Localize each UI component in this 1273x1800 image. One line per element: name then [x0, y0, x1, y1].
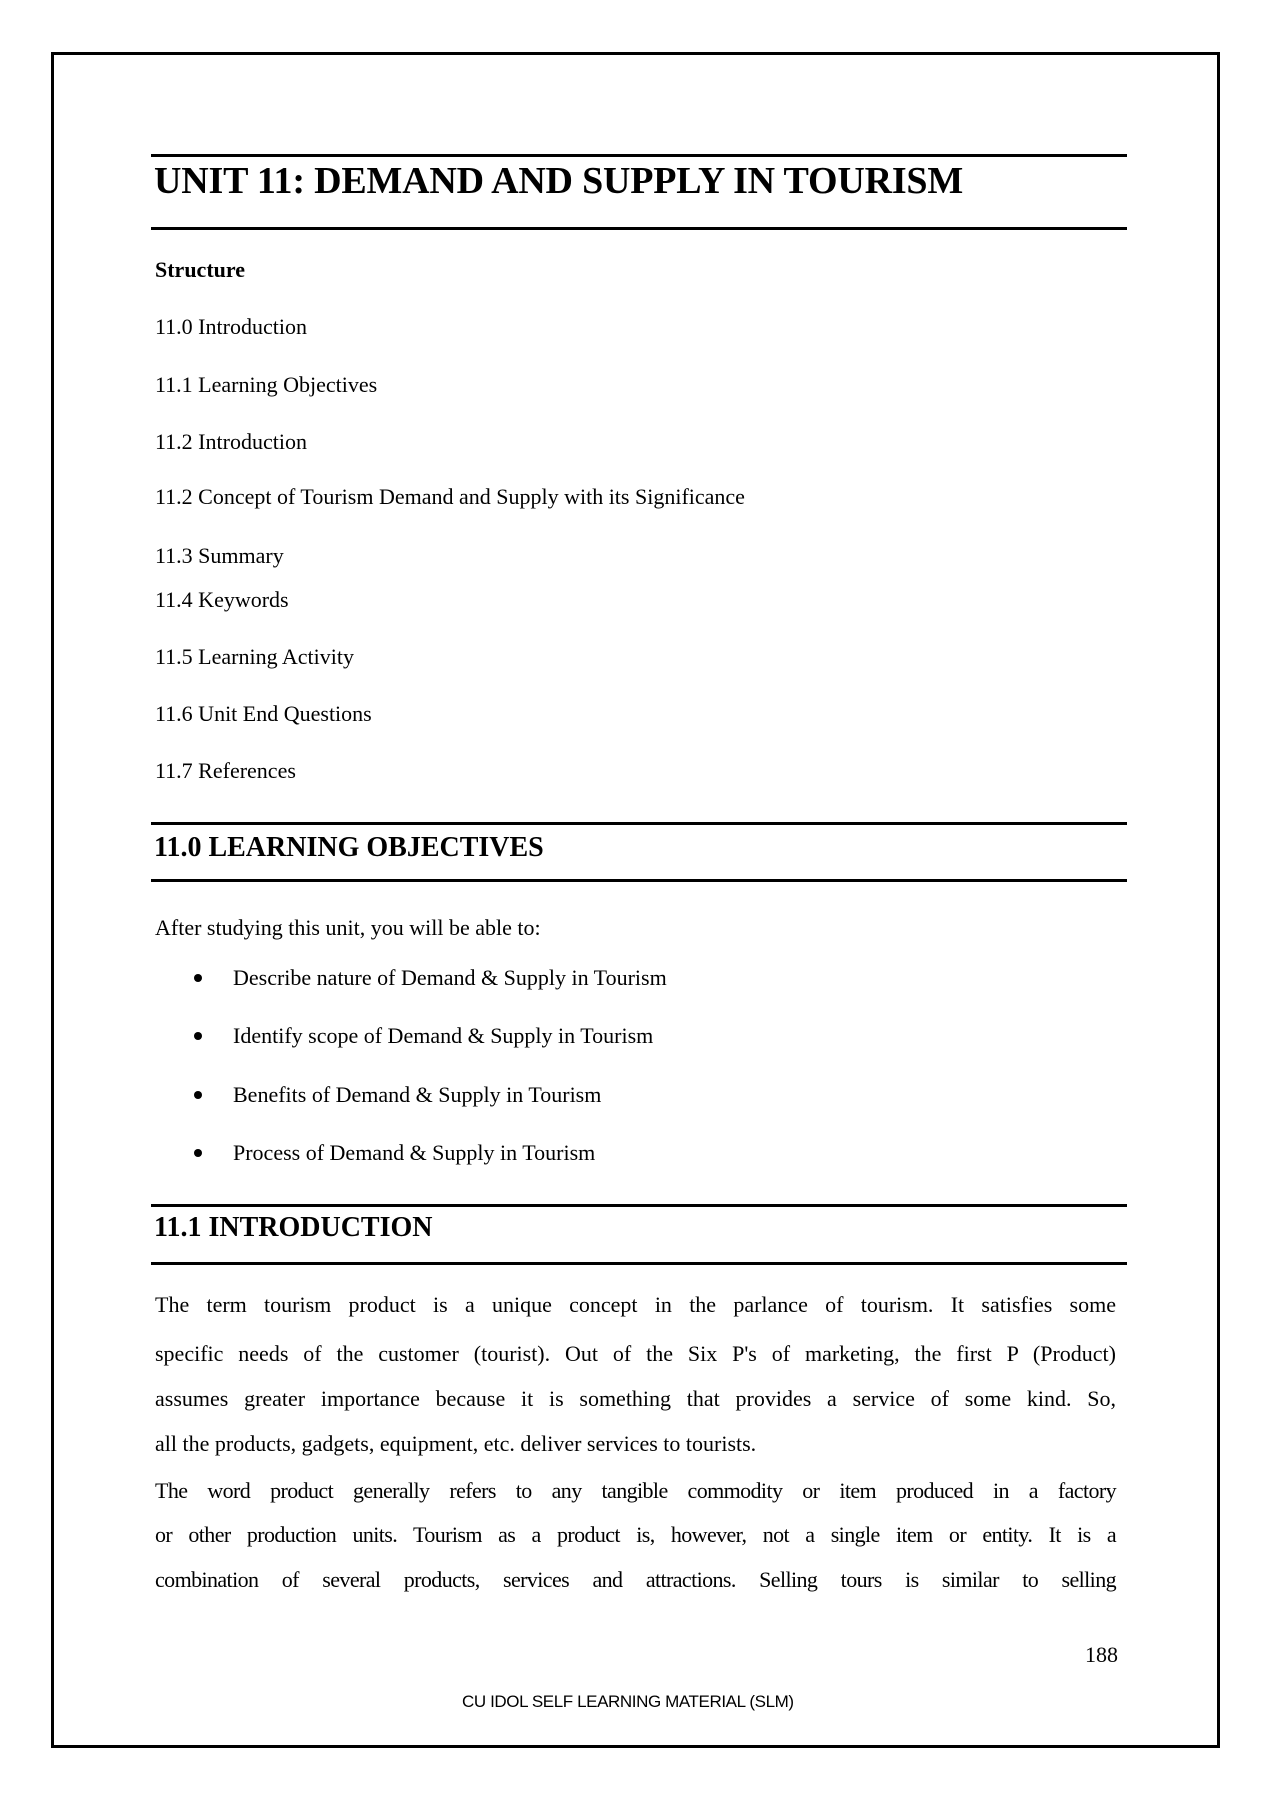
page-number: 188 — [1085, 1642, 1118, 1667]
objective-text: Process of Demand & Supply in Tourism — [233, 1140, 596, 1165]
paragraph-line: assumes greater importance because it is something that provides a service of some kind. So, — [155, 1386, 1116, 1411]
objectives-top-rule — [151, 822, 1127, 825]
footer-text: CU IDOL SELF LEARNING MATERIAL (SLM) — [462, 1692, 794, 1711]
toc-item: 11.1 Learning Objectives — [155, 372, 378, 397]
objective-text: Benefits of Demand & Supply in Tourism — [233, 1082, 602, 1107]
paragraph-line: The term tourism product is a unique concept in the parlance of tourism. It satisfies some — [155, 1292, 1116, 1317]
introduction-top-rule — [151, 1204, 1127, 1207]
title-top-rule — [151, 154, 1127, 157]
paragraph-line: or other production units. Tourism as a product is, however, not a single item or entity. It is a — [155, 1522, 1116, 1547]
objective-text: Identify scope of Demand & Supply in Tourism — [233, 1023, 654, 1048]
objective-item — [192, 1082, 601, 1108]
bullet-icon — [194, 974, 202, 982]
objective-text: Describe nature of Demand & Supply in Tourism — [233, 965, 667, 990]
objective-item — [192, 1023, 653, 1049]
objectives-intro: After studying this unit, you will be able to: — [155, 915, 541, 940]
toc-item: 11.5 Learning Activity — [155, 644, 354, 669]
bullet-icon — [194, 1091, 202, 1099]
toc-item: 11.2 Concept of Tourism Demand and Supply with its Significance — [155, 484, 745, 509]
structure-label: Structure — [155, 257, 246, 282]
toc-item: 11.6 Unit End Questions — [155, 701, 372, 726]
paragraph-line: specific needs of the customer (tourist). Out of the Six P's of marketing, the first P (Product) — [155, 1341, 1116, 1366]
paragraph-line: all the products, gadgets, equipment, etc. deliver services to tourists. — [155, 1431, 757, 1456]
bullet-icon — [194, 1149, 202, 1157]
introduction-heading: 11.1 INTRODUCTION — [154, 1212, 433, 1243]
bullet-icon — [194, 1032, 202, 1040]
paragraph-line: combination of several products, services and attractions. Selling tours is similar to selling — [155, 1567, 1116, 1592]
title-bottom-rule — [151, 227, 1127, 230]
toc-item: 11.4 Keywords — [155, 587, 289, 612]
toc-item: 11.0 Introduction — [155, 314, 307, 339]
objectives-heading: 11.0 LEARNING OBJECTIVES — [154, 832, 544, 863]
paragraph-line: The word product generally refers to any tangible commodity or item produced in a factory — [155, 1478, 1116, 1503]
toc-item: 11.2 Introduction — [155, 429, 307, 454]
introduction-bottom-rule — [151, 1262, 1127, 1265]
objectives-bottom-rule — [151, 879, 1127, 882]
objective-item — [192, 965, 667, 991]
objective-item — [192, 1140, 595, 1166]
unit-title: UNIT 11: DEMAND AND SUPPLY IN TOURISM — [154, 160, 964, 202]
toc-item: 11.3 Summary — [155, 543, 284, 568]
toc-item: 11.7 References — [155, 758, 296, 783]
